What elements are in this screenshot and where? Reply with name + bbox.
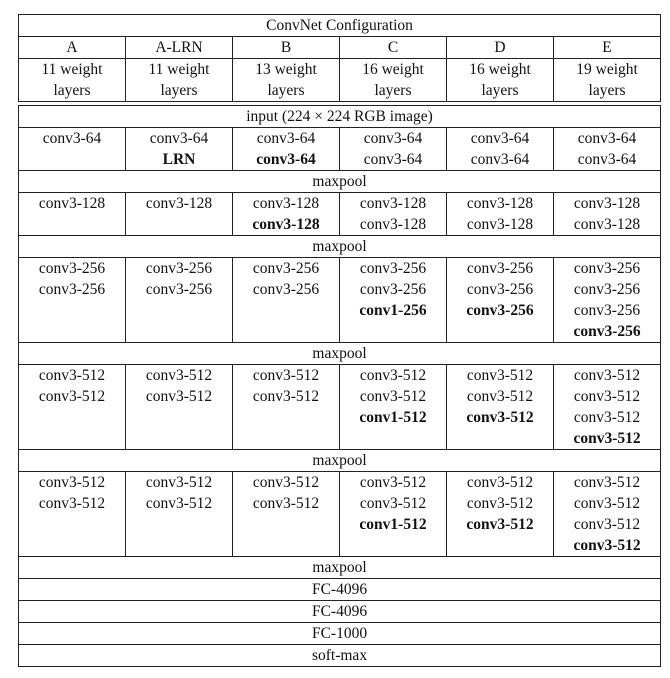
layer-label: conv3-64 — [42, 130, 102, 147]
column-header: C — [340, 37, 447, 59]
layer-label: conv3-128 — [573, 195, 641, 212]
tail-cell: soft-max — [19, 645, 661, 667]
maxpool-row — [19, 450, 661, 472]
weight-count: 11 weight — [41, 61, 103, 78]
layer-label: conv3-128 — [359, 216, 427, 233]
tail-row — [19, 601, 661, 623]
layer-label: conv3-512 — [466, 388, 534, 405]
layer-label: conv3-256 — [252, 281, 320, 298]
layer-label: conv3-64 — [577, 130, 637, 147]
layer-label: conv3-512 — [252, 367, 320, 384]
column-header: A-LRN — [126, 37, 233, 59]
layer-label: conv3-512 — [359, 474, 427, 491]
weight-layers-cell — [340, 59, 447, 102]
layer-label: conv3-256 — [466, 260, 534, 277]
layer-cell — [447, 193, 554, 236]
layer-label: conv1-512 — [359, 516, 427, 533]
layer-label: conv3-512 — [573, 474, 641, 491]
layer-cell — [126, 365, 233, 450]
maxpool-cell: maxpool — [19, 171, 661, 193]
input-cell: input (224 × 224 RGB image) — [19, 106, 661, 128]
layer-label: conv3-512 — [573, 430, 641, 447]
layer-cell — [19, 193, 126, 236]
layer-cell — [126, 472, 233, 557]
layer-label: conv3-512 — [573, 495, 641, 512]
layer-cell — [126, 193, 233, 236]
layer-label: conv3-128 — [38, 195, 106, 212]
layer-label: conv3-512 — [359, 495, 427, 512]
tail-row — [19, 579, 661, 601]
layer-cell — [340, 258, 447, 343]
weight-layers-cell — [19, 59, 126, 102]
conv-block-row — [19, 365, 661, 450]
layer-label: conv3-64 — [256, 151, 316, 168]
weight-unit: layers — [267, 82, 305, 99]
layer-label: conv3-512 — [573, 537, 641, 554]
conv-block-row — [19, 128, 661, 171]
maxpool-cell: maxpool — [19, 236, 661, 258]
layer-label: conv3-256 — [573, 281, 641, 298]
layer-cell — [233, 128, 340, 171]
layer-label: conv3-128 — [466, 195, 534, 212]
layer-label: conv3-512 — [573, 409, 641, 426]
layer-cell — [19, 365, 126, 450]
layer-label: conv3-256 — [573, 260, 641, 277]
layer-label: conv3-128 — [466, 216, 534, 233]
layer-cell — [340, 193, 447, 236]
layer-label: conv3-256 — [573, 302, 641, 319]
layer-cell — [340, 365, 447, 450]
layer-label: conv3-512 — [466, 516, 534, 533]
tail-cell: maxpool — [19, 557, 661, 579]
layer-label: conv3-512 — [38, 367, 106, 384]
layer-cell — [19, 258, 126, 343]
tail-cell: FC-4096 — [19, 601, 661, 623]
layer-cell — [447, 472, 554, 557]
maxpool-row — [19, 343, 661, 365]
layer-label: conv3-512 — [145, 367, 213, 384]
layer-label: conv3-512 — [145, 388, 213, 405]
layer-cell — [554, 258, 661, 343]
layer-label: conv3-64 — [363, 130, 423, 147]
layer-label: conv3-64 — [577, 151, 637, 168]
layer-label: conv3-512 — [359, 367, 427, 384]
layer-cell — [447, 128, 554, 171]
column-header: B — [233, 37, 340, 59]
table-body — [19, 15, 661, 667]
layer-label: conv3-128 — [573, 216, 641, 233]
maxpool-row — [19, 171, 661, 193]
layer-label: conv3-512 — [252, 474, 320, 491]
weight-layers-row — [19, 59, 661, 102]
layer-label: conv3-64 — [256, 130, 316, 147]
weight-layers-cell — [233, 59, 340, 102]
input-row — [19, 106, 661, 128]
layer-label: conv3-128 — [145, 195, 213, 212]
layer-label: conv3-512 — [466, 367, 534, 384]
table-title-row — [19, 15, 661, 37]
layer-label: conv3-512 — [573, 388, 641, 405]
convnet-configuration-table — [18, 14, 661, 667]
layer-label: conv3-512 — [573, 516, 641, 533]
layer-label: conv3-512 — [252, 495, 320, 512]
convnet-configuration-table-container — [18, 14, 660, 667]
layer-cell — [340, 128, 447, 171]
weight-count: 16 weight — [469, 61, 531, 78]
layer-cell — [233, 472, 340, 557]
table-title: ConvNet Configuration — [19, 15, 661, 37]
layer-label: conv3-64 — [363, 151, 423, 168]
conv-block-row — [19, 193, 661, 236]
layer-label: LRN — [162, 151, 196, 168]
layer-label: conv3-256 — [359, 281, 427, 298]
layer-cell — [447, 365, 554, 450]
layer-label: conv3-256 — [38, 260, 106, 277]
layer-label: conv3-512 — [573, 367, 641, 384]
layer-cell — [554, 472, 661, 557]
layer-cell — [233, 193, 340, 236]
layer-cell — [126, 128, 233, 171]
weight-unit: layers — [374, 82, 412, 99]
weight-layers-cell — [447, 59, 554, 102]
layer-label: conv3-64 — [149, 130, 209, 147]
layer-label: conv3-128 — [252, 195, 320, 212]
weight-unit: layers — [588, 82, 626, 99]
layer-label: conv3-256 — [38, 281, 106, 298]
layer-label: conv3-256 — [466, 281, 534, 298]
layer-label: conv3-64 — [470, 151, 530, 168]
layer-cell — [447, 258, 554, 343]
column-header: E — [554, 37, 661, 59]
layer-cell — [233, 258, 340, 343]
layer-label: conv3-512 — [38, 474, 106, 491]
weight-count: 19 weight — [576, 61, 638, 78]
layer-label: conv3-256 — [145, 281, 213, 298]
tail-cell: FC-1000 — [19, 623, 661, 645]
tail-row — [19, 557, 661, 579]
layer-label: conv3-256 — [252, 260, 320, 277]
layer-label: conv3-64 — [470, 130, 530, 147]
layer-label: conv3-512 — [252, 388, 320, 405]
weight-count: 13 weight — [255, 61, 317, 78]
column-header: A — [19, 37, 126, 59]
maxpool-cell: maxpool — [19, 450, 661, 472]
layer-label: conv3-512 — [145, 495, 213, 512]
tail-row — [19, 645, 661, 667]
maxpool-row — [19, 236, 661, 258]
layer-label: conv3-512 — [466, 474, 534, 491]
layer-label: conv3-512 — [359, 388, 427, 405]
layer-cell — [554, 128, 661, 171]
layer-cell — [126, 258, 233, 343]
weight-count: 11 weight — [148, 61, 210, 78]
layer-label: conv3-512 — [38, 388, 106, 405]
layer-label: conv3-256 — [359, 260, 427, 277]
weight-unit: layers — [481, 82, 519, 99]
layer-label: conv1-256 — [359, 302, 427, 319]
weight-layers-cell — [126, 59, 233, 102]
layer-label: conv3-256 — [145, 260, 213, 277]
layer-label: conv3-512 — [38, 495, 106, 512]
layer-cell — [19, 128, 126, 171]
layer-cell — [19, 472, 126, 557]
layer-label: conv3-128 — [252, 216, 320, 233]
layer-label: conv3-256 — [466, 302, 534, 319]
weight-unit: layers — [160, 82, 198, 99]
layer-cell — [340, 472, 447, 557]
layer-label: conv1-512 — [359, 409, 427, 426]
layer-cell — [233, 365, 340, 450]
weight-layers-cell — [554, 59, 661, 102]
layer-label: conv3-512 — [466, 409, 534, 426]
layer-label: conv3-256 — [573, 323, 641, 340]
layer-cell — [554, 193, 661, 236]
column-header-row — [19, 37, 661, 59]
layer-label: conv3-128 — [359, 195, 427, 212]
layer-cell — [554, 365, 661, 450]
layer-label: conv3-512 — [466, 495, 534, 512]
weight-count: 16 weight — [362, 61, 424, 78]
weight-unit: layers — [53, 82, 91, 99]
layer-label: conv3-512 — [145, 474, 213, 491]
conv-block-row — [19, 258, 661, 343]
tail-row — [19, 623, 661, 645]
tail-cell: FC-4096 — [19, 579, 661, 601]
column-header: D — [447, 37, 554, 59]
maxpool-cell: maxpool — [19, 343, 661, 365]
conv-block-row — [19, 472, 661, 557]
